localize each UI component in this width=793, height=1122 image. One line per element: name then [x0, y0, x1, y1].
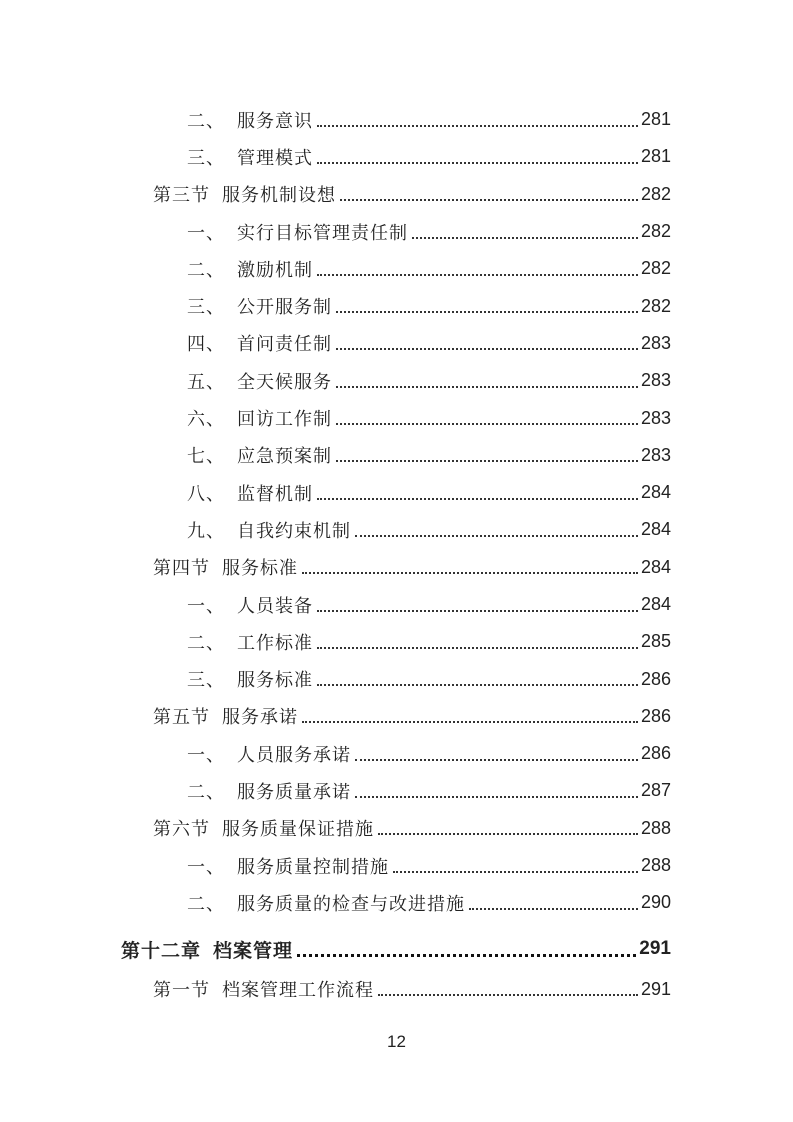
- toc-entry-page: 282: [640, 183, 671, 204]
- toc-entry-number: 四、: [187, 334, 225, 356]
- dot-leader: [317, 684, 638, 686]
- toc-entry-number: 二、: [187, 781, 225, 803]
- toc-entry-number: 三、: [187, 670, 225, 692]
- dot-leader: [336, 460, 638, 462]
- dot-leader: [336, 386, 638, 388]
- toc-entry-label: 服务机制设想: [222, 185, 336, 207]
- dot-leader: [378, 833, 638, 835]
- toc-entry-label: 服务质量承诺: [237, 781, 351, 803]
- toc-entry-page: 284: [640, 519, 671, 540]
- dot-leader: [412, 237, 638, 239]
- toc-entry-page: 287: [640, 780, 671, 801]
- toc-entry-page: 282: [640, 221, 671, 242]
- toc-entry-title: [187, 629, 313, 655]
- dot-leader: [317, 610, 638, 612]
- toc-entry-number: 五、: [187, 371, 225, 393]
- toc-entry-page: 284: [640, 594, 671, 614]
- toc-entry-page: 291: [639, 938, 671, 960]
- toc-entry-number: 第十二章: [121, 939, 202, 962]
- toc-entry-page: 288: [640, 817, 671, 838]
- toc-entry-title: [187, 330, 332, 356]
- toc-entry-label: 服务质量保证措施: [222, 819, 374, 841]
- toc-entry-label: 人员服务承诺: [237, 744, 351, 766]
- toc-entry-page: 286: [640, 743, 671, 764]
- toc-entry-label: 全天候服务: [237, 371, 332, 393]
- toc-entry-item[interactable]: [0, 250, 671, 287]
- toc-entry-title: [121, 936, 293, 963]
- toc-entry-label: 服务质量控制措施: [237, 856, 389, 878]
- toc-entry-item[interactable]: [0, 623, 671, 660]
- toc-entry-title: [187, 368, 332, 394]
- dot-leader: [297, 954, 636, 957]
- dot-leader: [317, 125, 638, 127]
- toc-entry-item[interactable]: [0, 884, 671, 921]
- toc-entry-title: [187, 107, 313, 133]
- dot-leader: [336, 423, 638, 425]
- toc-entry-page: 290: [640, 892, 671, 913]
- toc-entry-label: 管理模式: [237, 147, 313, 169]
- toc-entry-label: 应急预案制: [237, 446, 332, 468]
- toc-entry-number: 一、: [187, 222, 225, 244]
- toc-entry-title: [153, 181, 336, 207]
- toc-entry-page: 286: [640, 705, 671, 726]
- toc-entry-label: 公开服务制: [237, 297, 332, 319]
- toc-entry-item[interactable]: [0, 437, 671, 474]
- toc-entry-title: [153, 554, 298, 580]
- page-number: 12: [387, 1032, 406, 1051]
- toc-entry-title: [153, 815, 374, 841]
- toc-entry-number: 第六节: [153, 819, 210, 841]
- toc-entry-page: 284: [640, 482, 671, 503]
- toc-entry-item[interactable]: [0, 660, 671, 697]
- toc-entry-page: 282: [640, 295, 671, 316]
- toc-entry-number: 二、: [187, 893, 225, 915]
- toc-entry-page: 283: [640, 370, 671, 391]
- toc-entry-number: 七、: [187, 446, 225, 468]
- toc-entry-label: 档案管理: [213, 939, 294, 962]
- dot-leader: [302, 721, 638, 723]
- toc-entry-number: 一、: [187, 856, 225, 878]
- dot-leader: [393, 871, 638, 873]
- toc-entry-number: 第一节: [153, 980, 210, 1002]
- toc-entry-item[interactable]: [0, 735, 671, 772]
- toc-entry-number: 二、: [187, 110, 225, 132]
- toc-entry-title: [187, 480, 313, 506]
- dot-leader: [355, 796, 638, 798]
- toc-entry-page: 283: [640, 332, 671, 353]
- toc-entry-page: 284: [640, 556, 671, 577]
- toc-entry-number: 三、: [187, 297, 225, 319]
- dot-leader: [340, 199, 638, 201]
- toc-entry-title: [187, 144, 313, 170]
- toc-entry-item[interactable]: [0, 213, 671, 250]
- toc-entry-item[interactable]: [0, 847, 671, 884]
- toc-entry-number: 第四节: [153, 558, 210, 580]
- toc-entry-label: 档案管理工作流程: [222, 980, 374, 1002]
- dot-leader: [317, 162, 638, 164]
- toc-entry-page: 283: [640, 444, 671, 465]
- toc-entry-number: 九、: [187, 520, 225, 542]
- toc-entry-number: 一、: [187, 744, 225, 766]
- toc-entry-item[interactable]: [0, 362, 671, 399]
- dot-leader: [317, 647, 638, 649]
- toc-entry-title: [187, 853, 389, 879]
- toc-entry-page: 291: [640, 978, 671, 999]
- dot-leader: [317, 274, 638, 276]
- toc-entry-title: [187, 890, 465, 916]
- toc-entry-title: [187, 517, 351, 543]
- toc-entry-title: [153, 703, 298, 729]
- toc-entry-label: 激励机制: [237, 259, 313, 281]
- toc-entry-page: 281: [640, 146, 671, 167]
- toc-entry-item[interactable]: [0, 101, 671, 138]
- toc-entry-section[interactable]: [0, 971, 671, 1008]
- toc-entry-item[interactable]: [0, 772, 671, 809]
- toc-entry-title: [187, 293, 332, 319]
- toc-entry-page: 281: [640, 109, 671, 130]
- dot-leader: [336, 348, 638, 350]
- toc-entry-label: 回访工作制: [237, 409, 332, 431]
- toc-entry-title: [187, 256, 313, 282]
- toc-entry-label: 服务意识: [237, 110, 313, 132]
- toc-entry-item[interactable]: [0, 325, 671, 362]
- toc-entry-title: [153, 976, 374, 1002]
- toc-entry-page: 285: [640, 631, 671, 652]
- toc-entry-section[interactable]: [0, 176, 671, 213]
- toc-entry-number: 六、: [187, 409, 225, 431]
- toc-entry-label: 工作标准: [237, 632, 313, 654]
- toc-entry-label: 监督机制: [237, 483, 313, 505]
- toc-entry-number: 二、: [187, 259, 225, 281]
- toc-entry-number: 八、: [187, 483, 225, 505]
- dot-leader: [336, 311, 638, 313]
- toc-entry-item[interactable]: [0, 586, 671, 623]
- dot-leader: [378, 994, 638, 996]
- dot-leader: [469, 908, 638, 910]
- toc-entry-title: [187, 219, 408, 245]
- toc-entry-label: 服务标准: [237, 670, 313, 692]
- toc-entry-item[interactable]: [0, 138, 671, 175]
- toc-entry-item[interactable]: [0, 287, 671, 324]
- dot-leader: [355, 759, 638, 761]
- toc-entry-number: 第三节: [153, 185, 210, 207]
- toc-entry-number: 二、: [187, 632, 225, 654]
- toc-entry-item[interactable]: [0, 474, 671, 511]
- toc-entry-section[interactable]: [0, 549, 671, 586]
- toc-entry-number: 一、: [187, 595, 225, 617]
- toc-entry-item[interactable]: [0, 511, 671, 548]
- toc-entry-label: 首问责任制: [237, 334, 332, 356]
- dot-leader: [317, 498, 638, 500]
- toc-entry-label: 实行目标管理责任制: [237, 222, 408, 244]
- toc-entry-label: 服务标准: [222, 558, 298, 580]
- toc-entry-title: [187, 405, 332, 431]
- toc-entry-page: 282: [640, 258, 671, 279]
- toc-entry-item[interactable]: [0, 399, 671, 436]
- toc-entry-label: 服务质量的检查与改进措施: [237, 893, 465, 915]
- toc-entry-title: [187, 592, 313, 618]
- toc-entry-chapter[interactable]: [0, 931, 671, 968]
- toc-entry-section[interactable]: [0, 698, 671, 735]
- toc-entry-page: 283: [640, 407, 671, 428]
- toc-entry-section[interactable]: [0, 810, 671, 847]
- toc-entry-label: 服务承诺: [222, 707, 298, 729]
- toc-entry-page: 286: [640, 668, 671, 689]
- toc-entry-title: [187, 741, 351, 767]
- table-of-contents: [0, 101, 793, 1008]
- toc-entry-title: [187, 442, 332, 468]
- toc-entry-label: 自我约束机制: [237, 520, 351, 542]
- toc-entry-number: 第五节: [153, 707, 210, 729]
- toc-entry-number: 三、: [187, 147, 225, 169]
- toc-entry-title: [187, 666, 313, 692]
- toc-entry-title: [187, 778, 351, 804]
- dot-leader: [302, 572, 638, 574]
- toc-entry-page: 288: [640, 855, 671, 876]
- dot-leader: [355, 535, 638, 537]
- toc-entry-label: 人员装备: [237, 595, 313, 617]
